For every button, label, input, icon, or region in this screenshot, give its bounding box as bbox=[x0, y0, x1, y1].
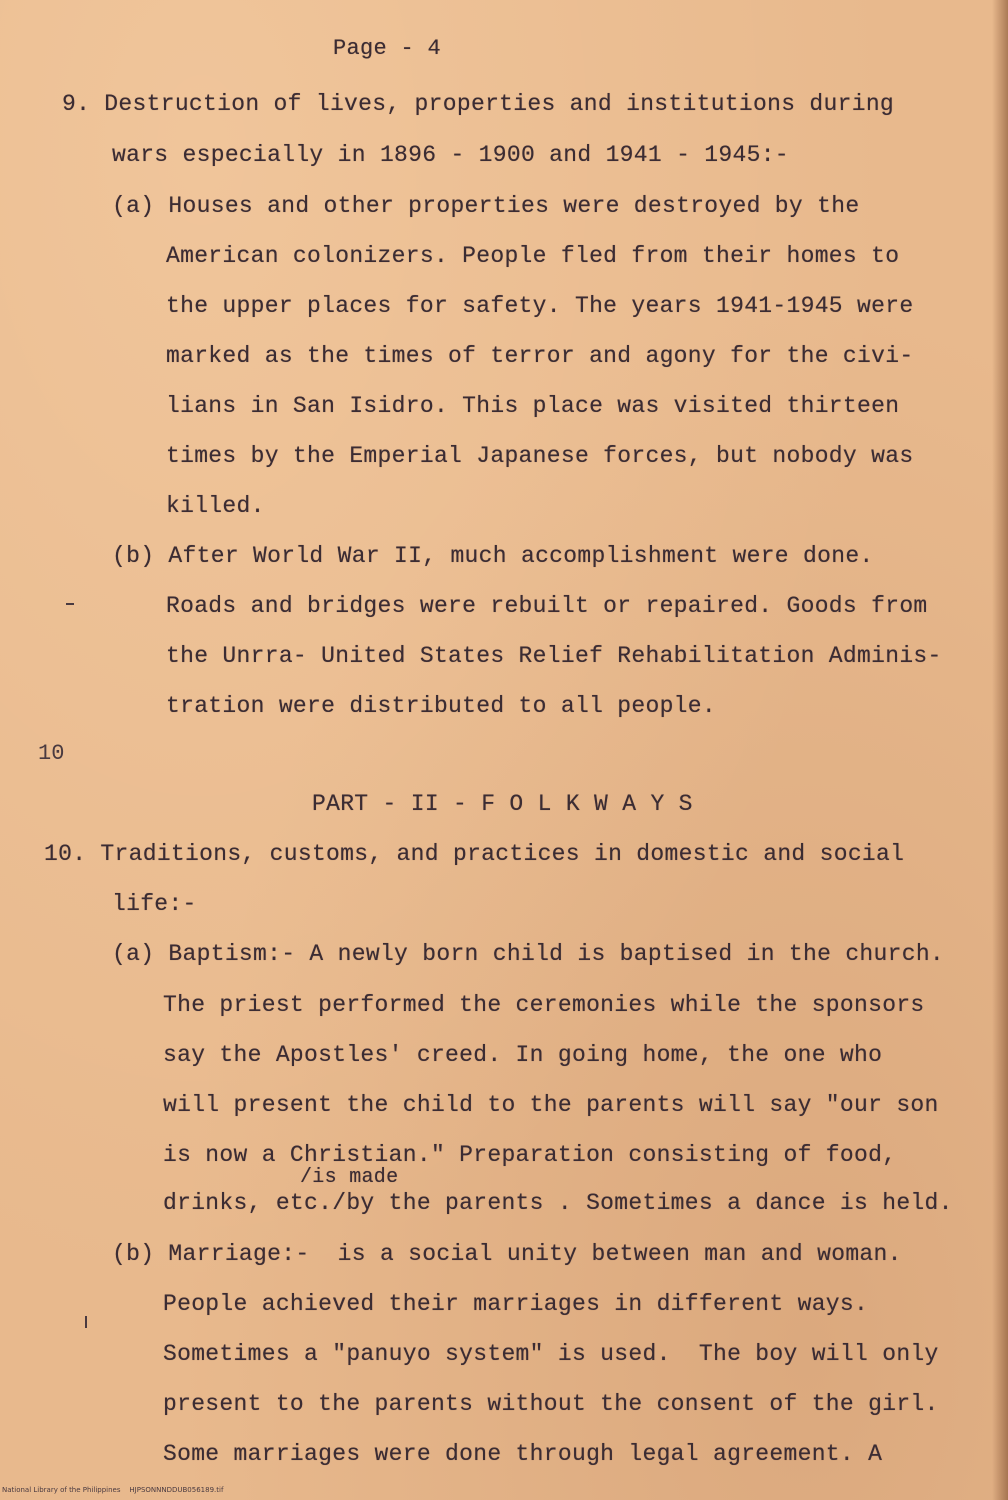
section-10-a-insertion: /is made bbox=[300, 1166, 399, 1189]
section-9-b-line: Roads and bridges were rebuilt or repaired. Goods from bbox=[166, 593, 928, 619]
section-9-a-line: times by the Emperial Japanese forces, but nobody was bbox=[166, 443, 914, 469]
section-10-b-line: Some marriages were done through legal agreement. A bbox=[163, 1441, 883, 1467]
section-10-b-line: People achieved their marriages in different ways. bbox=[163, 1291, 869, 1317]
section-9-a-line: the upper places for safety. The years 1941-1945 were bbox=[166, 293, 914, 319]
section-10-a-line: will present the child to the parents will say "our son bbox=[163, 1092, 939, 1118]
stray-mark bbox=[85, 1316, 87, 1328]
section-10-b-line: (b) Marriage:- is a social unity between man and woman. bbox=[112, 1241, 902, 1267]
section-10-heading-line-2: life:- bbox=[112, 891, 197, 917]
section-10-a-line: say the Apostles' creed. In going home, the one who bbox=[163, 1042, 883, 1068]
page-edge-shadow bbox=[992, 0, 1008, 1500]
margin-number: 10 bbox=[38, 741, 65, 766]
section-9-heading-line-2: wars especially in 1896 - 1900 and 1941 - 1945:- bbox=[112, 142, 789, 168]
section-10-a-line: drinks, etc./by the parents . Sometimes a dance is held. bbox=[163, 1190, 953, 1216]
archive-footer: National Library of the Philippines HJPSONNNDDUB056189.tif bbox=[2, 1486, 224, 1494]
section-10-a-line: The priest performed the ceremonies while the sponsors bbox=[163, 992, 925, 1018]
section-9-b-line: (b) After World War II, much accomplishment were done. bbox=[112, 543, 874, 569]
section-10-a-line: is now a Christian." Preparation consisting of food, bbox=[163, 1142, 897, 1168]
section-10-b-line: present to the parents without the consent of the girl. bbox=[163, 1391, 939, 1417]
section-9-a-line: (a) Houses and other properties were destroyed by the bbox=[112, 193, 860, 219]
section-9-a-line: marked as the times of terror and agony for the civi- bbox=[166, 343, 914, 369]
part-title: PART - II - F O L K W A Y S bbox=[312, 791, 693, 817]
section-9-a-line: lians in San Isidro. This place was visited thirteen bbox=[166, 393, 900, 419]
page-number: Page - 4 bbox=[333, 36, 442, 61]
section-10-b-line: Sometimes a "panuyo system" is used. The boy will only bbox=[163, 1341, 939, 1367]
section-9-heading-line-1: 9. Destruction of lives, properties and institutions during bbox=[62, 91, 895, 117]
section-9-a-line: American colonizers. People fled from their homes to bbox=[166, 243, 900, 269]
section-10-heading-line-1: 10. Traditions, customs, and practices in domestic and social bbox=[44, 841, 905, 867]
stray-mark bbox=[66, 603, 74, 605]
section-10-a-line: (a) Baptism:- A newly born child is baptised in the church. bbox=[112, 941, 945, 967]
section-9-a-line: killed. bbox=[166, 493, 265, 519]
section-9-b-line: tration were distributed to all people. bbox=[166, 693, 716, 719]
section-9-b-line: the Unrra- United States Relief Rehabilitation Adminis- bbox=[166, 643, 942, 669]
